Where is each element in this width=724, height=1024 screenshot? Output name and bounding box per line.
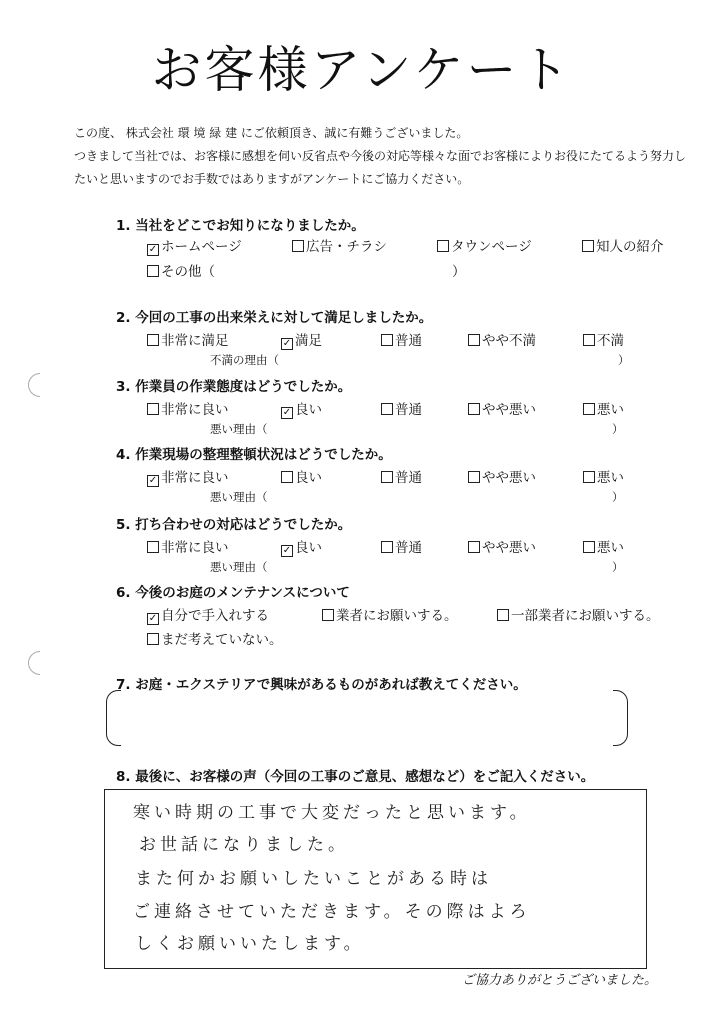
question-4: 4. 作業現場の整理整頓状況はどうでしたか。 [116, 447, 392, 463]
question-6: 6. 今後のお庭のメンテナンスについて [116, 585, 350, 601]
intro-line: たいと思いますのでお手数ではありますがアンケートにご協力ください。 [74, 172, 470, 186]
q4-reason-label: 悪い理由（ [210, 490, 268, 504]
q5-reason-label: 悪い理由（ [210, 560, 268, 574]
q1-option-townpage[interactable]: タウンページ [437, 235, 532, 255]
q4-option[interactable]: 普通 [381, 466, 422, 486]
q3-option[interactable]: やや悪い [468, 398, 536, 418]
checkbox-checked[interactable]: ✓ [282, 338, 292, 349]
checkbox[interactable] [292, 240, 304, 252]
handwriting-line: また何かお願いしたいことがある時は [135, 869, 492, 889]
checkbox[interactable] [468, 541, 480, 553]
q1-option-homepage[interactable]: ✓ ホームページ [148, 239, 242, 255]
question-3: 3. 作業員の作業態度はどうでしたか。 [116, 379, 352, 395]
checkbox[interactable] [381, 403, 393, 415]
q4-reason-close: ） [612, 490, 624, 504]
q3-option[interactable]: 非常に良い [147, 398, 229, 418]
handwriting-line: 寒い時期の工事で大変だったと思います。 [133, 803, 531, 823]
intro-line: つきまして当社では、お客様に感想を伺い反省点や今後の対応等様々な面でお客様によりお役にたてるよう努力し [74, 149, 687, 163]
q2-option[interactable]: ✓ 満足 [282, 333, 322, 349]
checkbox[interactable] [147, 633, 159, 645]
checkbox[interactable] [468, 403, 480, 415]
bracket-left [106, 690, 121, 746]
question-5: 5. 打ち合わせの対応はどうでしたか。 [116, 517, 352, 533]
q5-option[interactable]: 悪い [583, 536, 624, 556]
checkbox[interactable] [583, 541, 595, 553]
q5-option[interactable]: 普通 [381, 536, 422, 556]
checkbox[interactable] [381, 471, 393, 483]
checkbox[interactable] [381, 334, 393, 346]
q3-reason-close: ） [612, 422, 624, 436]
punch-hole [28, 373, 52, 397]
q4-option[interactable]: 悪い [583, 466, 624, 486]
q5-option[interactable]: ✓ 良い [282, 540, 322, 556]
q1-option-flyer[interactable]: 広告・チラシ [292, 235, 387, 255]
checkbox-checked[interactable]: ✓ [148, 244, 158, 255]
checkbox[interactable] [437, 240, 449, 252]
q6-option[interactable]: ✓ 自分で手入れする [148, 608, 269, 624]
q4-option[interactable]: やや悪い [468, 466, 536, 486]
q5-option[interactable]: 非常に良い [147, 536, 229, 556]
question-8: 8. 最後に、お客様の声（今回の工事のご意見、感想など）をご記入ください。 [116, 769, 595, 785]
q1-option-other[interactable]: その他（ [147, 260, 215, 280]
q3-option[interactable]: 普通 [381, 398, 422, 418]
checkbox-checked[interactable]: ✓ [148, 613, 158, 624]
q3-option[interactable]: 悪い [583, 398, 624, 418]
checkbox[interactable] [583, 471, 595, 483]
q3-option[interactable]: ✓ 良い [282, 402, 322, 418]
handwriting-line: しくお願いいたします。 [135, 934, 365, 954]
punch-hole [28, 651, 52, 675]
bracket-right [613, 690, 628, 746]
customer-voice-box[interactable] [104, 789, 647, 969]
question-2: 2. 今回の工事の出来栄えに対して満足しましたか。 [116, 310, 433, 326]
checkbox[interactable] [582, 240, 594, 252]
q5-option[interactable]: やや悪い [468, 536, 536, 556]
q2-option[interactable]: 不満 [583, 329, 624, 349]
handwriting-line: お世話になりました。 [139, 835, 349, 855]
checkbox[interactable] [583, 334, 595, 346]
q2-option[interactable]: 非常に満足 [147, 329, 229, 349]
closing-message: ご協力ありがとうございました。 [462, 973, 658, 988]
checkbox[interactable] [583, 403, 595, 415]
q4-option[interactable]: ✓ 非常に良い [148, 470, 229, 486]
handwriting-line: ご連絡させていただきます。その際はよろ [133, 902, 531, 922]
checkbox[interactable] [468, 334, 480, 346]
survey-title: お客様アンケート [151, 41, 573, 99]
intro-line: この度、 株式会社 環 境 緑 建 にご依頼頂き、誠に有難うございました。 [74, 126, 469, 140]
q1-other-close: ） [452, 264, 466, 280]
q2-option[interactable]: 普通 [381, 329, 422, 349]
q3-reason-label: 悪い理由（ [210, 422, 268, 436]
checkbox[interactable] [147, 403, 159, 415]
q2-option[interactable]: やや不満 [468, 329, 536, 349]
checkbox-checked[interactable]: ✓ [282, 545, 292, 556]
q2-reason-close: ） [618, 353, 630, 367]
checkbox[interactable] [497, 609, 509, 621]
checkbox[interactable] [381, 541, 393, 553]
q2-reason-label: 不満の理由（ [210, 353, 279, 367]
checkbox[interactable] [322, 609, 334, 621]
question-1: 1. 当社をどこでお知りになりましたか。 [116, 218, 365, 234]
q1-option-referral[interactable]: 知人の紹介 [582, 235, 664, 255]
checkbox[interactable] [147, 265, 159, 277]
q6-option[interactable]: まだ考えていない。 [147, 628, 283, 648]
q4-option[interactable]: 良い [281, 466, 322, 486]
checkbox-checked[interactable]: ✓ [282, 407, 292, 418]
checkbox-checked[interactable]: ✓ [148, 475, 158, 486]
checkbox[interactable] [281, 471, 293, 483]
q6-option[interactable]: 一部業者にお願いする。 [497, 604, 660, 624]
q5-reason-close: ） [612, 560, 624, 574]
checkbox[interactable] [468, 471, 480, 483]
question-7: 7. お庭・エクステリアで興味があるものがあれば教えてください。 [116, 677, 527, 693]
q7-answer-area[interactable] [106, 690, 628, 746]
q6-option[interactable]: 業者にお願いする。 [322, 604, 458, 624]
checkbox[interactable] [147, 541, 159, 553]
checkbox[interactable] [147, 334, 159, 346]
